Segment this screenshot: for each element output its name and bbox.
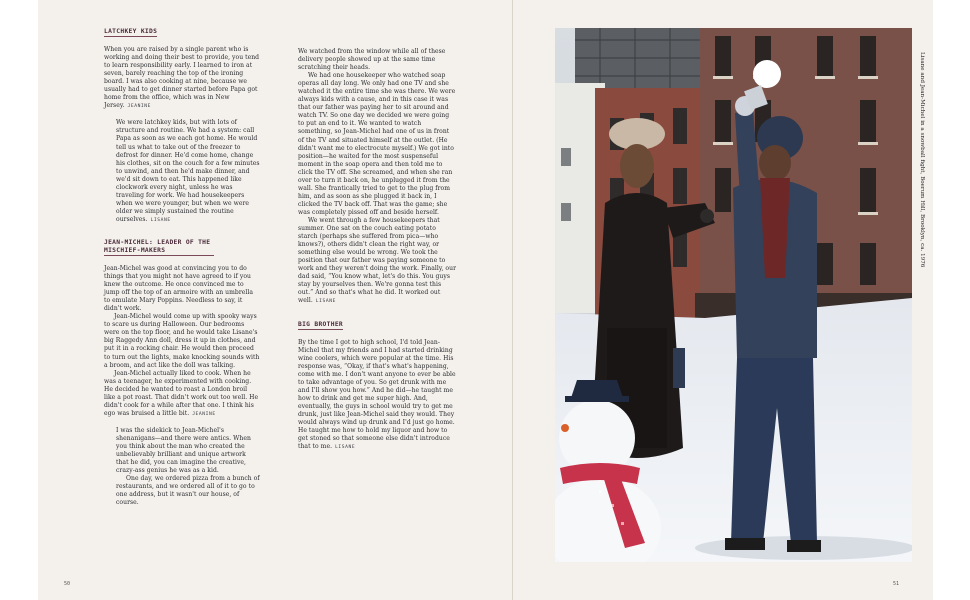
photo-caption <box>916 52 926 302</box>
paragraph: I was the sidekick to Jean-Michel's shenanigans—and there were antics. When you think about the man who created the unbelievably brilliant and unique artwork that he did, you can imagine the creative, crazy-ass genius he was as a kid. <box>116 426 251 475</box>
signature: JEANINE <box>127 104 152 110</box>
paragraph <box>116 119 260 225</box>
page-number-right: 51 <box>892 581 899 587</box>
photograph-icon <box>555 28 912 562</box>
book-spread <box>38 0 933 600</box>
paragraph-text: Jean-Michel actually liked to cook. When he was a teenager, he experimented with cooking. He decided he wanted to roast a London broil like a pot roast. That didn't work out too well. He didn't cook for a while after that one. I think his ego was bruised a little bit. <box>104 369 259 417</box>
paragraph <box>104 370 260 419</box>
paragraph <box>298 339 456 453</box>
text-column-2 <box>298 48 456 452</box>
caption-text: Lisane and Jean-Michel in a snowball fight, Boerum Hill, Brooklyn, ca. 1976 <box>919 52 926 268</box>
left-page <box>38 0 513 600</box>
paragraph: We had one housekeeper who watched soap operas all day long. We only had one TV and she watched it the entire time she was there. We were always kids with a cause, and in this case it was that our father was paying her to sit around and watch TV. So one day we decided we were going to put an end to it. We wanted to watch something, so Jean-Michel had one of us in front of the TV and situated himself at the outlet. (He didn't want me to electrocute myself.) We got into position—he waited for the most suspenseful moment in the soap opera and then told me to click the TV off. She screamed, and when she ran over to turn it back on, he unplugged it from the wall. She frantically tried to get to the plug from him, and as soon as she plugged it back in, I clicked the TV back off. That was the game; she was completely pissed off and beside herself. <box>298 72 456 216</box>
paragraph: Jean-Michel was good at convincing you to do things that you might not have agreed to if you knew the outcome. He once convinced me to jump off the top of an armoire with an umbrella to emulate Mary Poppins. Needless to say, it didn't work. <box>104 264 254 313</box>
paragraph-text: By the time I got to high school, I'd told Jean-Michel that my friends and I had started drinking wine coolers, which were popular at the time. His response was, “Okay, if that's what's happening, come with me. I don't want anyone to ever be able to take advantage of you. So get drunk with me and I'll show you how.” And he did—he taught me how to drink and get me super high. And, eventually, the guys in school would try to get me drunk, just like Jean-Michel said they would. They would always wind up drunk and I'd just go home. He taught me how to hold my liquor and how to get stoned so that someone else didn't introduce that to me. <box>298 338 456 451</box>
signature: LISANE <box>335 445 356 451</box>
heading-leader-of-mischief-makers: JEAN-MICHEL: LEADER OF THE MISCHIEF-MAKERS <box>104 239 214 256</box>
photo-illustration <box>555 28 912 562</box>
paragraph: We watched from the window while all of these delivery people showed up at the same time scratching their heads. <box>298 48 446 72</box>
text-column-1 <box>104 28 260 507</box>
paragraph <box>298 217 456 307</box>
paragraph-text: We were latchkey kids, but with lots of structure and routine. We had a system: call Papa as soon as we each got home. He would tell us what to take out of the freezer to defrost for dinner. He'd come home, change his clothes, sit on the couch for a few minutes to unwind, and then he'd make dinner, and we'd sit down to eat. This happened like clockwork every night, unless he was traveling for work. We had housekeepers when we were younger, but when we were older we simply sustained the routine ourselves. <box>116 119 260 223</box>
heading-big-brother: BIG BROTHER <box>298 320 344 328</box>
signature: LISANE <box>315 299 336 305</box>
signature: JEANINE <box>192 411 216 417</box>
right-page <box>513 0 933 600</box>
paragraph <box>104 46 260 111</box>
paragraph: One day, we ordered pizza from a bunch of restaurants, and we ordered all of it to go to one address, but it wasn't our house, of course. <box>116 475 260 507</box>
heading-latchkey-kids: LATCHKEY KIDS <box>104 28 158 35</box>
paragraph: Jean-Michel would come up with spooky ways to scare us during Halloween. Our bedrooms were on the top floor, and he would take Lisane's big Raggedy Ann doll, dress it up in clothes, and put it in a rocking chair. He would then proceed to turn out the lights, make knocking sounds with a broom, and act like the doll was talking. <box>104 313 260 369</box>
page-number-left: 50 <box>64 581 71 587</box>
paragraph-text: When you are raised by a single parent who is working and doing their best to provide, you tend to learn responsibility early. I learned to iron at seven, barely reaching the top of the ironing board. I was also cooking at nine, because we usually had to get dinner started before Papa got home from the office, which was in New Jersey. <box>104 46 260 110</box>
signature: LISANE <box>150 217 171 223</box>
paragraph-text: We went through a few housekeepers that summer. One sat on the couch eating potato starch (perhaps she suffered from pica—who knows?), others didn't clean the right way, or something else would be wrong. We took the position that our father was paying someone to work and they weren't doing the work. Finally, our dad said, “You know what, let's do this. You guys stay by yourselves then. We're gonna test this out.” And so that's what he did. It worked out well. <box>298 216 457 305</box>
